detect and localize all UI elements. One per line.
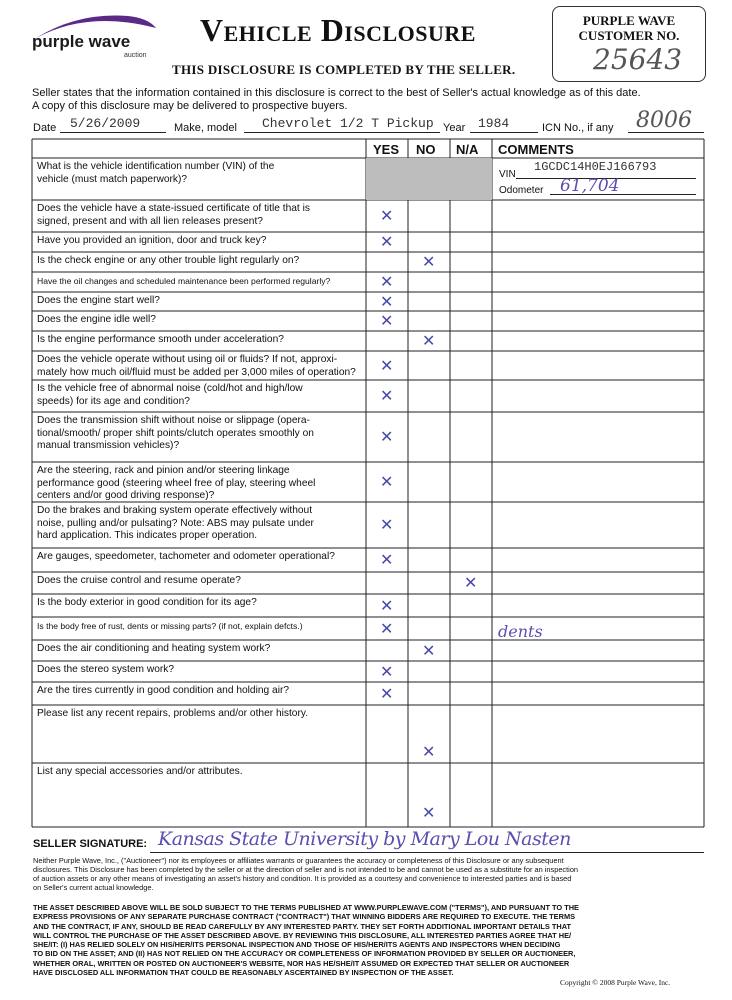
intro-line-2: A copy of this disclosure may be delivered to prospective buyers. [32,100,348,112]
answer-mark-yes[interactable]: ✕ [380,206,394,225]
question-line: Have you provided an ignition, door and truck key? [37,235,267,246]
question-line: Does the vehicle operate without using oil or fluids? If not, approxi- [37,354,338,365]
answer-mark-na[interactable]: ✕ [464,573,478,592]
question-line: Please list any recent repairs, problems and/or other history. [37,708,309,719]
date-label: Date [33,122,57,134]
question-text [37,766,243,779]
fine-print [33,856,713,892]
logo-brand: purple wave [32,32,131,51]
fine-print-line: Neither Purple Wave, Inc., ("Auctioneer") nor its employees or affiliates warrants or guarantees the accuracy or completeness of this Disclosure or any subsequent [33,856,564,865]
question-line: Do the brakes and braking system operate effectively without [37,505,313,516]
legal-line: AND THE CONTRACT, IF ANY, SHOULD BE READ CAREFULLY BY ANY INTERESTED PARTY. THEY SET FORTH ADDITIONAL IMPORTANT DETAILS THAT [33,921,572,931]
icn-label: ICN No., if any [542,122,614,134]
question-line: Is the body exterior in good condition for its age? [37,597,257,608]
page-title: Vehicle Disclosure [200,12,476,48]
answer-mark-no[interactable]: ✕ [422,640,436,660]
signature-label: SELLER SIGNATURE: [33,838,148,850]
question-line: List any special accessories and/or attributes. [37,766,243,777]
legal-line: HAVE DISCLOSED ALL INFORMATION THAT COULD BE REASONABLY ASCERTAINED BY INSPECTION OF THE ASSET. [33,968,454,978]
question-line: Is the body free of rust, dents or missing parts? (if not, explain defcts.) [37,621,303,631]
customer-box-label-1: PURPLE WAVE [582,13,676,28]
vin-label: VIN [499,169,516,180]
intro-line-1: Seller states that the information contained in this disclosure is correct to the best of Seller's actual knowledge as of this date. [32,87,641,99]
legal-line: THE ASSET DESCRIBED ABOVE WILL BE SOLD SUBJECT TO THE TERMS PUBLISHED AT WWW.PURPLEWAVE.COM ("TERMS"), AND PURSUANT TO THE [33,903,579,912]
customer-number-value[interactable]: 25643 [593,43,683,76]
question-line: hard application. This indicates proper operation. [37,530,258,541]
question-line: What is the vehicle identification number (VIN) of the [37,161,275,172]
copyright: Copyright © 2008 Purple Wave, Inc. [560,978,671,987]
question-text [37,465,315,503]
legal-line: WHETHER ORAL, WRITTEN OR POSTED ON AUCTIONEER'S WEBSITE, NOR HAS HE/SHE/IT ASSUMED OR EXPECTED THAT SELLER OR AUCTIONEER [33,958,570,968]
legal-terms [33,903,723,977]
year-value[interactable]: 1984 [478,116,510,131]
question-text [37,295,160,308]
make-model-label: Make, model [174,122,237,134]
question-text [37,275,330,288]
legal-line: EXPRESS PROVISIONS OF ANY SEPARATE PURCHASE CONTRACT ("CONTRACT") THAT WINNING BIDDERS ARE REQUIRED TO EXECUTE. THE TERMS [33,912,576,922]
question-line: Have the oil changes and scheduled maintenance been performed regularly? [37,276,331,286]
question-text [37,505,314,543]
question-line: mately how much oil/fluid must be added per 3,000 miles of operation? [37,366,356,378]
question-text [37,685,289,698]
answer-mark-no[interactable]: ✕ [422,331,436,350]
question-line: Does the vehicle have a state-issued certificate of title that is [37,203,310,214]
fine-print-line: of auction assets or any other means of investigating an asset's history and condition. It is provided as a courtesy and convenience to interested parties and is based [33,874,572,883]
question-text [37,575,241,588]
question-line: Does the stereo system work? [37,664,175,675]
question-text [37,314,156,327]
question-line: vehicle (must match paperwork)? [37,173,188,185]
question-line: noise, pulling and/or pulsating? Note: ABS may pulsate under [37,517,314,529]
year-field-line [470,132,538,133]
signature-value[interactable]: Kansas State University by Mary Lou Nasten [158,828,571,850]
vin-value[interactable]: 1GCDC14H0EJ166793 [534,160,657,174]
answer-mark-yes[interactable]: ✕ [380,311,394,330]
answer-mark-no[interactable]: ✕ [422,742,436,761]
fine-print-line: disclosures. This Disclosure has been completed by the seller or at the direction of seller and is not intended to be and cannot be used as a substitute for an inspection [33,865,579,874]
question-line: tional/smooth/ proper shift points/clutch operates smoothly on [37,427,314,439]
legal-line: WILL CONTROL THE PURCHASE OF THE ASSET DESCRIBED ABOVE. BY REVIEWING THIS DISCLOSURE, ALL INTERESTED PARTIES AGREE THAT HE/ [33,930,572,940]
question-text [37,235,266,248]
question-line: manual transmission vehicles)? [37,440,180,451]
legal-line: SHE/IT: (I) HAS RELIED SOLELY ON HIS/HER/ITS PERSONAL INSPECTION AND THOSE OF HIS/HER/ITS AGENTS AND INSPECTORS WHEN DECIDING [33,940,561,950]
customer-box-label-2: CUSTOMER NO. [578,28,680,43]
odometer-value[interactable]: 61,704 [560,176,620,196]
question-line: signed, present and with all lien releases present? [37,215,263,227]
question-text [37,708,308,721]
question-line: Does the transmission shift without noise or slippage (opera- [37,415,310,426]
question-text [37,597,257,610]
logo [28,14,168,66]
question-text [37,551,335,564]
answer-mark-yes[interactable]: ✕ [380,683,394,703]
make-model-field-line [244,132,440,133]
answer-mark-yes[interactable]: ✕ [380,595,394,615]
question-text [37,415,314,453]
answer-mark-yes[interactable]: ✕ [380,472,394,491]
question-text [37,643,270,656]
question-text [37,620,303,633]
question-text [37,334,284,347]
question-text [37,354,356,379]
signature-line [150,852,704,853]
answer-mark-yes[interactable]: ✕ [380,291,394,311]
fine-print-line: on Seller's current actual knowledge. [33,883,154,892]
page-subtitle: THIS DISCLOSURE IS COMPLETED BY THE SELLER. [172,62,516,77]
question-text [37,255,299,268]
question-line: centers and/or good driving response)? [37,490,215,501]
answer-mark-yes[interactable]: ✕ [380,232,394,251]
comment-dents[interactable]: dents [498,622,543,641]
icn-value[interactable]: 8006 [636,108,692,133]
answer-mark-yes[interactable]: ✕ [380,550,394,569]
question-line: Is the vehicle free of abnormal noise (cold/hot and high/low [37,383,303,394]
logo-sub: auction [124,52,147,59]
customer-number-box [552,6,706,82]
date-value[interactable]: 5/26/2009 [70,116,141,131]
header-yes: YES [373,142,400,157]
question-line: performance good (steering wheel free of play, steering wheel [37,477,316,489]
header-no: NO [416,142,436,157]
question-line: Are the steering, rack and pinion and/or steering linkage [37,465,290,476]
legal-line: TO BID ON THE ASSET; AND (II) HAS NOT RELIED ON THE ACCURACY OR COMPLETENESS OF INFORMATION PROVIDED BY SELLER OR AUCTIONEER, [33,949,576,959]
make-model-value[interactable]: Chevrolet 1/2 T Pickup [262,116,434,131]
answer-mark-yes[interactable]: ✕ [380,427,394,446]
question-line: Does the cruise control and resume operate? [37,575,241,586]
year-label: Year [443,122,466,134]
question-line: speeds) for its age and condition? [37,395,190,407]
header-na: N/A [456,142,479,157]
vin-gray-na [450,158,492,200]
vin-gray-yes [366,158,408,200]
question-text [37,203,310,228]
question-text [37,664,174,677]
answer-mark-no[interactable]: ✕ [422,803,436,822]
answer-mark-yes[interactable]: ✕ [380,386,394,405]
question-line: Are gauges, speedometer, tachometer and odometer operational? [37,551,335,562]
question-line: Does the engine start well? [37,295,160,306]
question-line: Is the check engine or any other trouble light regularly on? [37,255,300,266]
answer-mark-yes[interactable]: ✕ [380,618,394,638]
header-comments: COMMENTS [498,142,574,157]
date-field-line [60,132,166,133]
question-line: Is the engine performance smooth under acceleration? [37,334,284,345]
question-text [37,161,274,186]
answer-mark-yes[interactable]: ✕ [380,515,394,534]
question-text [37,383,303,408]
answer-mark-yes[interactable]: ✕ [380,355,394,375]
answer-mark-no[interactable]: ✕ [422,252,436,271]
vin-gray-no [408,158,450,200]
question-line: Are the tires currently in good condition and holding air? [37,685,290,696]
question-line: Does the air conditioning and heating system work? [37,643,271,654]
question-line: Does the engine idle well? [37,314,156,325]
answer-mark-yes[interactable]: ✕ [380,272,394,291]
odometer-label: Odometer [499,185,544,196]
answer-mark-yes[interactable]: ✕ [380,661,394,681]
